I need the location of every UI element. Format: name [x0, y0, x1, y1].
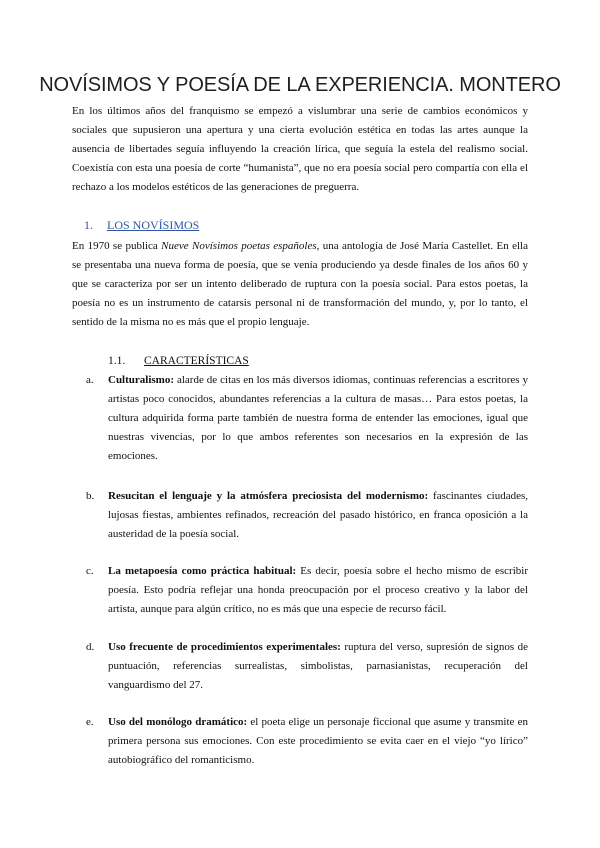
list-item-body: ruptura del verso, supresión de signos de puntuación, referencias surrealistas, simbolistas, parnasianistas, recuperación del vanguardismo del 27. — [108, 641, 528, 691]
list-item-letter: e. — [86, 716, 94, 728]
list-item-letter: b. — [86, 490, 95, 502]
section-number: 1. — [84, 218, 93, 232]
list-item — [86, 487, 528, 544]
subsection-heading-label: CARACTERÍSTICAS — [144, 355, 249, 367]
subsection-number: 1.1. — [108, 355, 126, 367]
list-item-body: Es decir, poesía sobre el hecho mismo de escribir poesía. Esto podría reflejar una honda preocupación por el proceso creativo y la labor del artista, aunque para algún crítico, no es más que una especie de recurso fácil. — [108, 565, 528, 615]
list-item-body: alarde de citas en los más diversos idiomas, continuas referencias a escritores y artistas poco conocidos, abundantes referencias a la cultura de masas… Para estos poetas, la cultura adquirida forma parte también de nuestra forma de entender las emociones, igual que nuestras vivencias, por lo que ambos referentes son necesarios en la expresión de las emociones. — [108, 374, 528, 462]
list-item — [86, 638, 528, 695]
list-item — [86, 562, 528, 619]
list-item-text — [108, 371, 528, 466]
list-item-text — [108, 562, 528, 619]
list-item — [86, 371, 528, 466]
list-item-letter: c. — [86, 565, 94, 577]
list-item-text — [108, 713, 528, 770]
list-item-text — [108, 487, 528, 544]
section-heading-label: LOS NOVÍSIMOS — [107, 218, 200, 232]
intro-paragraph: En los últimos años del franquismo se empezó a vislumbrar una serie de cambios económicos y sociales que supusieron una apertura y una cierta evolución estética en todas las artes aunque la ausencia de libertades seguía influyendo la creación lírica, que seguía la estela del realismo social. Coexistía con esta una poesía de corte “humanista”, que no era poesía social pero compartía con ella el rechazo a los modelos estéticos de las generaciones de preguerra. — [72, 105, 528, 193]
list-item-letter: a. — [86, 374, 94, 386]
page-title: NOVÍSIMOS Y POESÍA DE LA EXPERIENCIA. MONTERO — [39, 74, 561, 96]
list-item-body: el poeta elige un personaje ficcional que asume y transmite en primera persona sus emociones. Con este procedimiento se evita caer en el viejo “yo lírico” autobiográfico del romanticismo. — [108, 716, 529, 766]
list-item-letter: d. — [86, 641, 95, 653]
list-item — [86, 713, 528, 770]
list-item-lead: La metapoesía como práctica habitual: — [108, 565, 297, 577]
list-item-text — [108, 638, 528, 695]
list-item-lead: Resucitan el lenguaje y la atmósfera preciosista del modernismo: — [108, 490, 429, 502]
book-title: Nueve Novísimos poetas españoles — [161, 240, 317, 252]
list-item-lead: Uso del monólogo dramático: — [108, 716, 248, 728]
list-item-body: fascinantes ciudades, lujosas fiestas, ambientes refinados, recreación del pasado histórico, en franca oposición a la austeridad de la poesía social. — [108, 490, 528, 540]
section-paragraph-start: En 1970 se publica — [72, 240, 162, 252]
section-paragraph-end: , una antología de José María Castellet. En ella se presentaba una nueva forma de poesía, que se venía produciendo ya desde finales de los años 60 y que se caracteriza por ser un intento deliberado de ruptura con la poesía social. Para estos poetas, la poesía no es un instrumento de catarsis personal ni de transformación del mundo, y, por lo tanto, el sentido de la misma no es más que el propio lenguaje. — [72, 240, 528, 328]
section-heading-novisimos[interactable] — [84, 216, 199, 234]
section-paragraph — [72, 237, 528, 332]
list-item-lead: Culturalismo: — [108, 374, 174, 386]
list-item-lead: Uso frecuente de procedimientos experimentales: — [108, 641, 341, 653]
subsection-heading-caracteristicas — [108, 352, 249, 370]
